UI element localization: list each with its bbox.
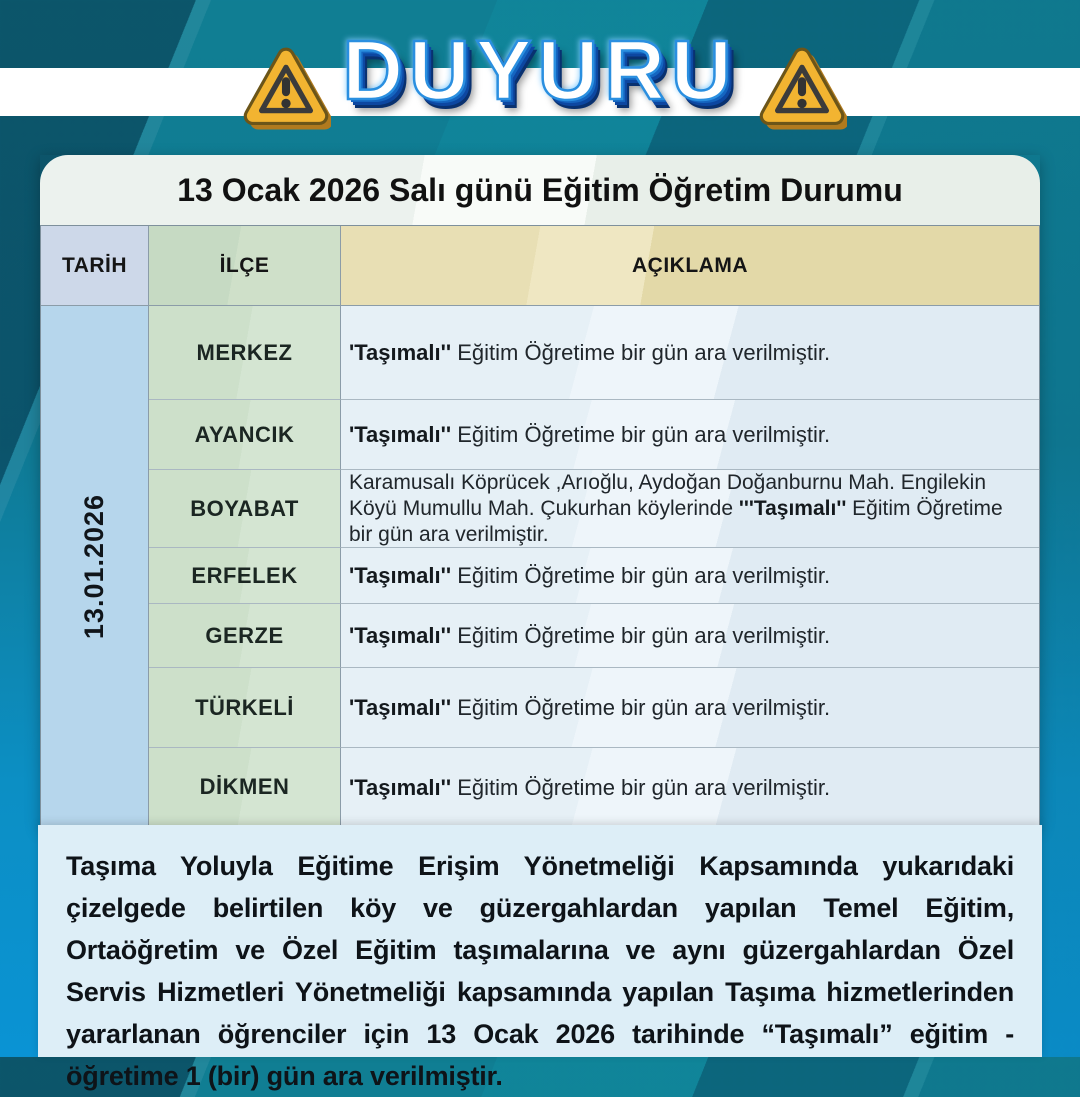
district-cell-ayancik: AYANCIK	[149, 400, 341, 470]
column-header-ilce: İLÇE	[149, 226, 341, 306]
status-table-card	[40, 155, 1040, 827]
description-cell: 'Taşımalı'' Eğitim Öğretime bir gün ara verilmiştir.	[341, 400, 1039, 470]
description-cell: 'Taşımalı'' Eğitim Öğretime bir gün ara verilmiştir.	[341, 548, 1039, 604]
district-cell-boyabat: BOYABAT	[149, 470, 341, 548]
date-cell	[41, 306, 149, 826]
column-header-aciklama: AÇIKLAMA	[341, 226, 1039, 306]
banner-title: DUYURU	[342, 23, 738, 117]
description-cell: 'Taşımalı'' Eğitim Öğretime bir gün ara verilmiştir.	[341, 668, 1039, 748]
warning-triangle-icon	[757, 40, 847, 138]
district-cell-merkez: MERKEZ	[149, 306, 341, 400]
description-cell: 'Taşımalı'' Eğitim Öğretime bir gün ara verilmiştir.	[341, 306, 1039, 400]
status-table	[40, 225, 1040, 827]
date-value: 13.01.2026	[79, 493, 110, 639]
district-cell-turkeli: TÜRKELİ	[149, 668, 341, 748]
description-cell: 'Taşımalı'' Eğitim Öğretime bir gün ara verilmiştir.	[341, 604, 1039, 668]
district-cell-erfelek: ERFELEK	[149, 548, 341, 604]
district-cell-dikmen: DİKMEN	[149, 748, 341, 826]
column-header-tarih: TARİH	[41, 226, 149, 306]
description-cell: 'Taşımalı'' Eğitim Öğretime bir gün ara verilmiştir.	[341, 748, 1039, 826]
footer-note: Taşıma Yoluyla Eğitime Erişim Yönetmeliği Kapsamında yukarıdaki çizelgede belirtilen köy ve güzergahlardan yapılan Temel Eğitim, Ortaöğretim ve Özel Eğitim taşımalarına ve aynı güzergahlardan Özel Servis Hizmetleri Yönetmeliği kapsamında yapılan Taşıma hizmetlerinden yararlanan öğrenciler için 13 Ocak 2026 tarihinde “Taşımalı” eğitim - öğretime 1 (bir) gün ara verilmiştir.	[38, 825, 1042, 1057]
description-cell: Karamusalı Köprücek ,Arıoğlu, Aydoğan Doğanburnu Mah. Engilekin Köyü Mumullu Mah. Çukurhan köylerinde '''Taşımalı'' Eğitim Öğretime bir gün ara verilmiştir.	[341, 470, 1039, 548]
district-cell-gerze: GERZE	[149, 604, 341, 668]
table-title: 13 Ocak 2026 Salı günü Eğitim Öğretim Durumu	[40, 155, 1040, 225]
